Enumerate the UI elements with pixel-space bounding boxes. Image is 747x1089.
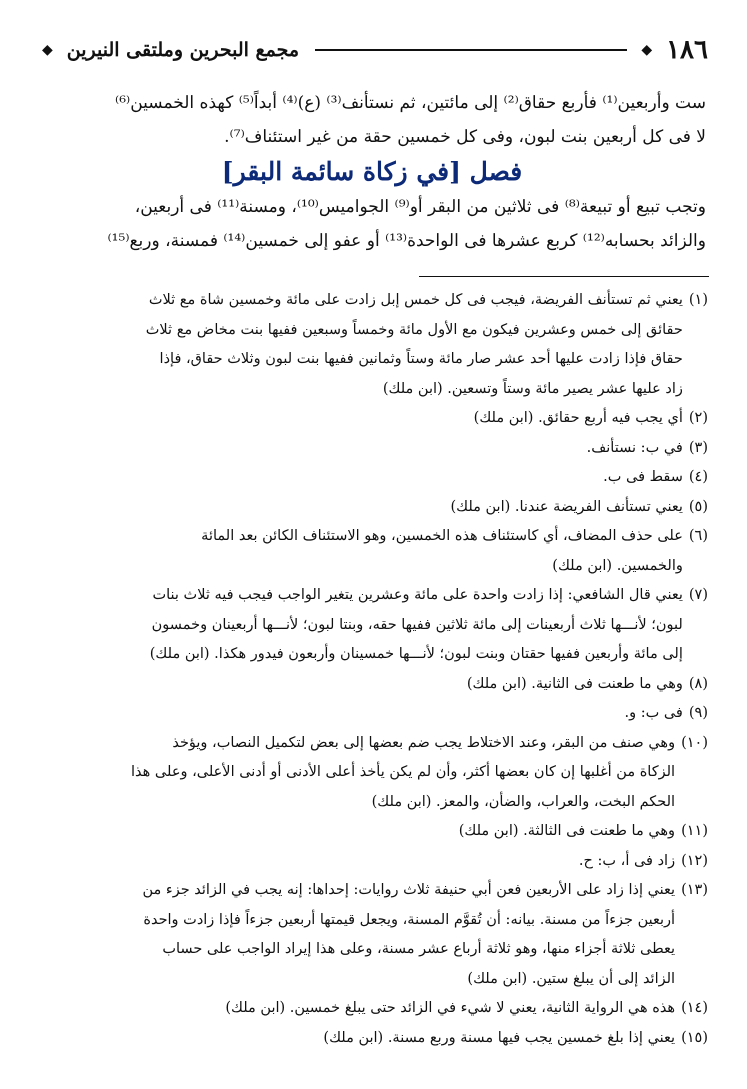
footnote-number: (٧) [688,587,708,603]
footnote-body [38,493,683,523]
footnote-line: أربعين جزءاً من مسنة. بيانه: أن تُقوَّم المسنة، ويجعل قيمتها أربعين جزءاً فإذا زادت واحدة [143,911,676,928]
footnote-number: (٨) [688,675,708,692]
footnote-line: وهي صنف من البقر، وعند الاختلاط يجب ضم بعضها إلى بعض لتكميل النصاب، ويؤخذ [172,734,676,751]
footnote [38,463,708,493]
footnote [38,729,708,818]
footnote [38,522,708,581]
footnote [38,1024,708,1054]
footnotes [38,286,708,1053]
footnote-separator [419,276,709,277]
footnote-line: والخمسين. (ابن ملك) [552,557,683,574]
footnote-line: يعني تستأنف الفريضة عندنا. (ابن ملك) [450,498,683,515]
footnote-number: (٥) [688,498,708,515]
footnote [38,404,708,434]
book-title: مجمع البحرين وملتقى النيرين [66,39,300,61]
footnote-number: (٦) [688,528,708,544]
footnote-line: الحكم البخت، والعراب، والضأن، والمعز. (ابن ملك) [371,793,676,810]
main-line: وتجب تبيع أو تبيعة⁽⁸⁾ فى ثلاثين من البقر أو⁽⁹⁾ الجواميس⁽¹⁰⁾، ومسنة⁽¹¹⁾ فى أربعين، [134,197,706,217]
diamond-ornament-icon: ◆ [641,42,653,58]
footnote-line: يعطى ثلاثة أجزاء منها، وهو ثلاثة أرباع عشر مسنة، وعلى هذا إيراد الواجب على حساب [162,941,676,957]
footnote-line: يعني قال الشافعي: إذا زادت واحدة على مائة وعشرين يتغير الواجب فيجب فيه ثلاث بنات [152,587,683,603]
footnote-line: لبون؛ لأنـــها ثلاث أربعينات إلى مائة ثلاثين ففيها حقه، وبنتا لبون؛ لأنـــها أربعينان وخمسون [151,616,683,633]
footnote-number: (٤) [688,469,708,485]
footnote-body [38,404,683,434]
footnote-number: (١٥) [681,1029,708,1046]
footnote-body [38,994,675,1024]
footnote-line: الزكاة من أغلبها إن كان بعضها أكثر، وأن لم يكن يأخذ أعلى الأدنى أو أدنى الأعلى، وعلى هذا [131,764,676,780]
footnote [38,581,708,670]
section-heading: فصل [في زكاة سائمة البقر] [221,157,523,186]
footnote-line: سقط فى ب. [603,469,683,485]
footnote [38,876,708,994]
footnote-line: حقاق فإذا زادت عليها أحد عشر صار مائة وستاً وثمانين ففيها بنت لبون وثلاث حقاق، فإذا [159,351,683,367]
footnote [38,994,708,1024]
footnote-number: (٣) [688,439,708,456]
header-rule [315,49,627,51]
footnote-line: زاد فى أ، ب: ح. [578,852,676,869]
footnote-body [38,434,683,464]
footnote-line: على حذف المضاف، أي كاستئناف هذه الخمسين، وهو الاستئناف الكائن بعد المائة [201,528,683,544]
footnote-number: (١٤) [681,1000,708,1016]
footnote-body [38,1024,675,1054]
main-text [38,86,706,258]
footnote-line: في ب: نستأنف. [586,439,683,456]
page-number: ١٨٦ [666,35,708,65]
footnote-body [38,581,683,670]
footnote-body [38,847,675,877]
footnote-line: زاد عليها عشر يصير مائة وستاً وتسعين. (ابن ملك) [382,380,683,397]
footnote-number: (٩) [688,705,708,721]
footnote [38,817,708,847]
main-line: لا فى كل أربعين بنت لبون، وفى كل خمسين حقة من غير استئناف⁽⁷⁾. [224,127,706,147]
footnote-body [38,286,683,404]
footnote [38,286,708,404]
footnote-line: فى ب: و. [624,705,683,721]
footnote-line: وهي ما طعنت فى الثالثة. (ابن ملك) [458,823,676,839]
main-line: ست وأربعين⁽¹⁾ فأربع حقاق⁽²⁾ إلى مائتين، ثم نستأنف⁽³⁾ (ع)⁽⁴⁾ أبداً⁽⁵⁾ كهذه الخمسين⁽⁶⁾ [115,93,706,113]
footnote-body [38,522,683,581]
footnote-line: يعني إذا زاد على الأربعين فعن أبي حنيفة ثلاث روايات: إحداها: إنه يجب في الزائد جزء من [142,882,676,898]
footnote-line: وهي ما طعنت فى الثانية. (ابن ملك) [466,675,683,692]
footnote-line: إلى مائة وأربعين ففيها حقتان وبنت لبون؛ لأنـــها خمسينان وأربعون فيدور هكذا. (ابن ملك) [149,646,683,662]
footnote-body [38,876,675,994]
footnote-body [38,463,683,493]
footnote [38,699,708,729]
page-header [36,30,708,70]
footnote-body [38,817,675,847]
footnote-line: هذه هي الرواية الثانية، يعني لا شيء في الزائد حتى يبلغ خمسين. (ابن ملك) [225,1000,676,1016]
footnote-number: (١) [688,292,708,308]
footnote [38,670,708,700]
footnote-number: (١٣) [681,882,708,898]
footnote [38,434,708,464]
diamond-ornament-icon: ◆ [42,42,53,58]
footnote-number: (١٢) [681,852,708,869]
footnote-body [38,670,683,700]
footnote-line: حقائق إلى خمس وعشرين فيكون مع الأول مائة وخمساً وسبعين ففيها بنت مخاض مع ثلاث [145,321,683,338]
main-line: والزائد بحسابه⁽¹²⁾ كربع عشرها فى الواحدة⁽¹³⁾ أو عفو إلى خمسين⁽¹⁴⁾ فمسنة، وربع⁽¹⁵⁾ [107,231,706,251]
footnote-body [38,699,683,729]
footnote-body [38,729,675,818]
footnote-line: الزائد إلى أن يبلغ ستين. (ابن ملك) [467,970,676,987]
footnote-number: (٢) [688,410,708,426]
footnote-line: يعني إذا بلغ خمسين يجب فيها مسنة وربع مسنة. (ابن ملك) [323,1029,676,1046]
footnote-line: أي يجب فيه أربع حقائق. (ابن ملك) [473,410,683,426]
footnote-number: (١١) [681,823,708,839]
footnote-line: يعني ثم تستأنف الفريضة، فيجب فى كل خمس إبل زادت على مائة وخمسين شاة مع ثلاث [148,292,683,308]
footnote-number: (١٠) [681,734,708,751]
footnote [38,493,708,523]
footnote [38,847,708,877]
